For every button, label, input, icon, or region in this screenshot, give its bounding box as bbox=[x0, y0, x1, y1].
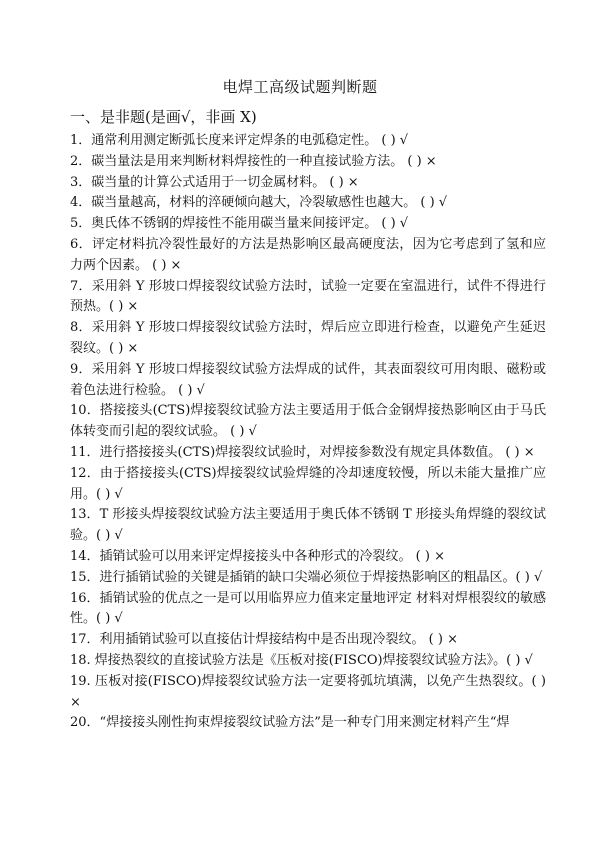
question-item: 17．利用插销试验可以直接估计焊接结构中是否出现冷裂纹。 ( ) × bbox=[70, 632, 458, 648]
question-item: 10．搭接接头(CTS)焊接裂纹试验方法主要适用于低合金钢焊接热影响区由于马氏体转变而引起的裂纹试验。 ( ) √ bbox=[70, 403, 546, 440]
question-item: 11．进行搭接接头(CTS)焊接裂纹试验时，对焊接参数没有规定具体数值。 ( ) × bbox=[70, 444, 535, 460]
question-item: 4．碳当量越高，材料的淬硬倾向越大，冷裂敏感性也越大。 ( ) √ bbox=[70, 195, 448, 211]
question-item: 14．插销试验可以用来评定焊接接头中各种形式的冷裂纹。 ( ) × bbox=[70, 548, 445, 564]
question-item: 12．由于搭接接头(CTS)焊接裂纹试验焊缝的冷却速度较慢，所以未能大量推广应用。( ) √ bbox=[70, 465, 546, 502]
question-item: 6．评定材料抗冷裂性最好的方法是热影响区最高硬度法，因为它考虑到了氢和应力两个因素。 ( ) × bbox=[70, 236, 546, 273]
question-item: 18. 焊接热裂纹的直接试验方法是《压板对接(FISCO)焊接裂纹试验方法》。( ) √ bbox=[70, 652, 533, 668]
document-title: 电焊工高级试题判断题 bbox=[222, 78, 378, 96]
section-heading: 一、是非题(是画√，非画 X) bbox=[70, 108, 257, 126]
question-item: 7．采用斜 Y 形坡口焊接裂纹试验方法时，试验一定要在室温进行，试件不得进行预热。( ) × bbox=[70, 278, 546, 315]
question-item: 2．碳当量法是用来判断材料焊接性的一种直接试验方法。 ( ) × bbox=[70, 153, 437, 169]
question-item: 13．T 形接头焊接裂纹试验方法主要适用于奥氏体不锈钢 T 形接头角焊缝的裂纹试验。( ) √ bbox=[70, 507, 546, 544]
question-item: 5．奥氏体不锈钢的焊接性不能用碳当量来间接评定。 ( ) √ bbox=[70, 216, 409, 232]
question-item: 19. 压板对接(FISCO)焊接裂纹试验方法一定要将弧坑填满，以免产生热裂纹。( ) × bbox=[70, 673, 546, 710]
question-item: 8．采用斜 Y 形坡口焊接裂纹试验方法时，焊后应立即进行检查，以避免产生延迟裂纹。( ) × bbox=[70, 320, 546, 356]
question-item: 1．通常利用测定断弧长度来评定焊条的电弧稳定性。 ( ) √ bbox=[70, 133, 409, 148]
question-item: 9．采用斜 Y 形坡口焊接裂纹试验方法焊成的试件，其表面裂纹可用肉眼、磁粉或着色法进行检验。 ( ) √ bbox=[70, 361, 546, 398]
question-list bbox=[70, 131, 546, 734]
question-item: 20．“焊接接头刚性拘束焊接裂纹试验方法”是一种专门用来测定材料产生“焊 bbox=[70, 715, 510, 731]
question-item: 16．插销试验的优点之一是可以用临界应力值来定量地评定 材料对焊根裂纹的敏感性。( ) √ bbox=[70, 590, 546, 627]
question-item: 15．进行插销试验的关键是插销的缺口尖端必须位于焊接热影响区的粗晶区。( ) √ bbox=[70, 569, 543, 585]
question-item: 3．碳当量的计算公式适用于一切金属材料。 ( ) × bbox=[70, 174, 359, 190]
